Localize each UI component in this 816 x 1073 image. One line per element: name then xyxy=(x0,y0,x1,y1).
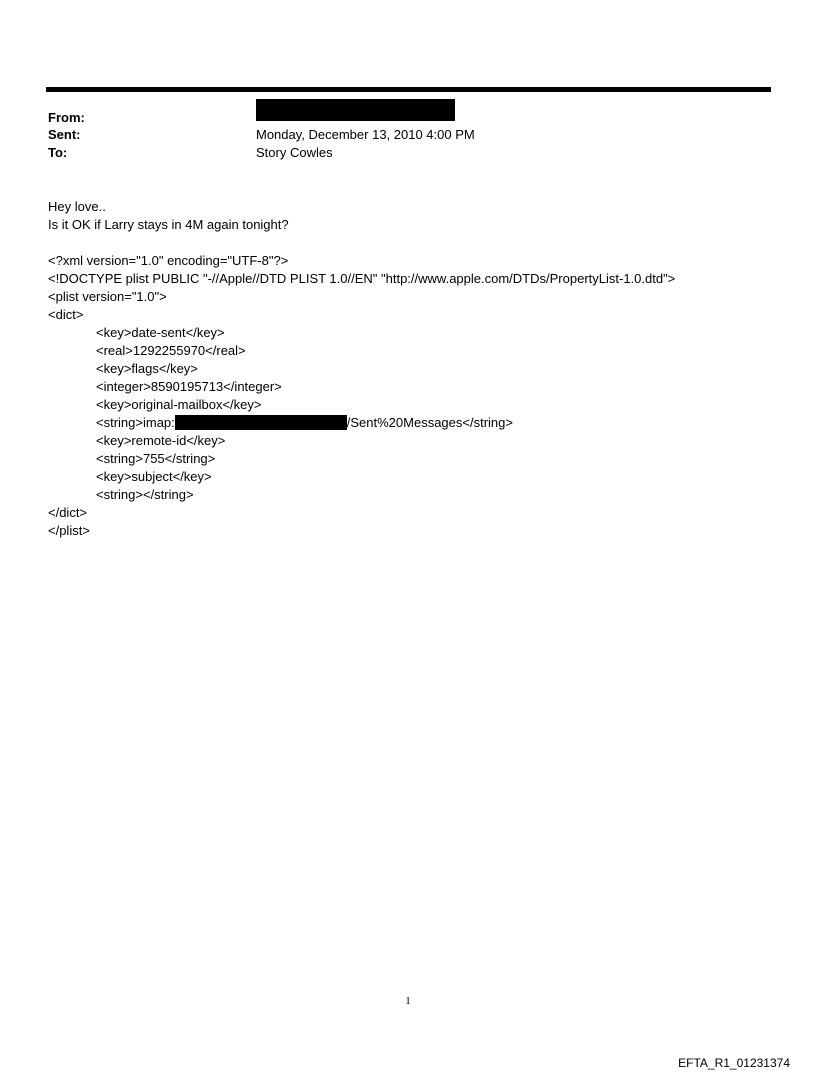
xml-flags-value: <integer>8590195713</integer> xyxy=(96,379,282,394)
xml-dict-open: <dict> xyxy=(48,307,84,322)
xml-declaration: <?xml version="1.0" encoding="UTF-8"?> xyxy=(48,253,289,268)
xml-subject-value: <string></string> xyxy=(96,487,194,502)
xml-mailbox-value xyxy=(96,414,513,432)
redaction-box xyxy=(175,415,347,430)
xml-mailbox-prefix: <string>imap: xyxy=(96,415,175,430)
xml-subject-key: <key>subject</key> xyxy=(96,469,212,484)
xml-dict-close: </dict> xyxy=(48,505,88,520)
xml-flags-key: <key>flags</key> xyxy=(96,361,198,376)
xml-mailbox-key: <key>original-mailbox</key> xyxy=(96,397,262,412)
xml-doctype: <!DOCTYPE plist PUBLIC "-//Apple//DTD PLIST 1.0//EN" "http://www.apple.com/DTDs/PropertyList-1.0.dtd"> xyxy=(48,271,676,286)
from-label: From: xyxy=(48,110,85,125)
xml-plist-close: </plist> xyxy=(48,523,90,538)
xml-date-sent-key: <key>date-sent</key> xyxy=(96,325,225,340)
to-label: To: xyxy=(48,145,68,160)
message-line-1: Hey love.. xyxy=(48,199,106,214)
sent-value: Monday, December 13, 2010 4:00 PM xyxy=(256,127,475,142)
header-rule xyxy=(46,87,771,92)
bates-number: EFTA_R1_01231374 xyxy=(678,1056,790,1070)
from-value-redacted xyxy=(256,109,455,127)
to-value: Story Cowles xyxy=(256,145,333,160)
sent-label: Sent: xyxy=(48,127,81,142)
redaction-box xyxy=(256,99,455,121)
page-number: 1 xyxy=(405,995,411,1007)
xml-mailbox-suffix: /Sent%20Messages</string> xyxy=(346,415,513,430)
xml-plist-open: <plist version="1.0"> xyxy=(48,289,167,304)
xml-remote-id-value: <string>755</string> xyxy=(96,451,216,466)
message-line-2: Is it OK if Larry stays in 4M again tonight? xyxy=(48,217,289,232)
xml-remote-id-key: <key>remote-id</key> xyxy=(96,433,226,448)
xml-date-sent-value: <real>1292255970</real> xyxy=(96,343,246,358)
